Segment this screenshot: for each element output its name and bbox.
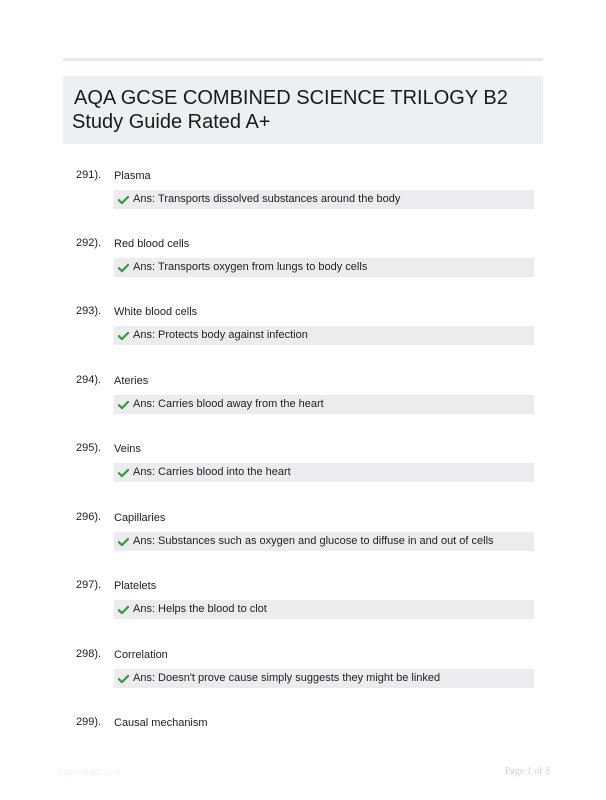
question-text: Red blood cells [114, 238, 190, 250]
question-number: 296). [76, 511, 102, 523]
question-number: 291). [76, 169, 102, 181]
answer-box [114, 669, 534, 688]
qa-item [0, 169, 606, 229]
check-icon [118, 331, 129, 341]
qa-item [0, 237, 606, 297]
document-title-line-2: Study Guide Rated A+ [72, 111, 271, 133]
answer-text: Helps the blood to clot [158, 603, 267, 615]
answer-prefix: Ans: [133, 535, 156, 547]
answer-text: Transports oxygen from lungs to body cells [158, 261, 368, 273]
qa-item [0, 442, 606, 502]
answer-box [114, 532, 534, 551]
answer-prefix: Ans: [133, 261, 156, 273]
question-number: 294). [76, 374, 102, 386]
question-number: 297). [76, 579, 102, 591]
answer-prefix: Ans: [133, 603, 156, 615]
answer-box [114, 258, 534, 277]
qa-item [0, 579, 606, 639]
answer-prefix: Ans: [133, 398, 156, 410]
qa-item [0, 374, 606, 434]
question-number: 298). [76, 648, 102, 660]
check-icon [118, 195, 129, 205]
question-text: Veins [114, 443, 141, 455]
check-icon [118, 537, 129, 547]
qa-item [0, 305, 606, 365]
answer-text: Transports dissolved substances around the body [158, 193, 401, 205]
qa-item [0, 648, 606, 708]
answer-box [114, 600, 534, 619]
answer-prefix: Ans: [133, 672, 156, 684]
question-text: White blood cells [114, 306, 198, 318]
question-text: Platelets [114, 580, 157, 592]
question-number: 293). [76, 305, 102, 317]
answer-text: Protects body against infection [158, 329, 308, 341]
question-text: Plasma [114, 170, 151, 182]
top-rule [63, 58, 543, 61]
answer-box [114, 463, 534, 482]
question-text: Capillaries [114, 512, 166, 524]
answer-prefix: Ans: [133, 466, 156, 478]
check-icon [118, 263, 129, 273]
answer-box [114, 190, 534, 209]
page-number: Page 1 of 8 [504, 766, 550, 777]
document-title-line-1: AQA GCSE COMBINED SCIENCE TRILOGY B2 [74, 87, 508, 109]
check-icon [118, 400, 129, 410]
answer-box [114, 326, 534, 345]
document-title-box [63, 76, 543, 144]
answer-text: Carries blood away from the heart [158, 398, 324, 410]
check-icon [118, 605, 129, 615]
answer-text: Substances such as oxygen and glucose to diffuse in and out of cells [158, 535, 494, 547]
qa-item [0, 511, 606, 571]
question-number: 292). [76, 237, 102, 249]
check-icon [118, 468, 129, 478]
question-text: Causal mechanism [114, 717, 208, 729]
footer-watermark: Papersbbc.com [58, 767, 121, 777]
question-number: 299). [76, 716, 102, 728]
question-text: Ateries [114, 375, 149, 387]
answer-text: Doesn't prove cause simply suggests they might be linked [158, 672, 441, 684]
check-icon [118, 674, 129, 684]
question-number: 295). [76, 442, 102, 454]
answer-text: Carries blood into the heart [158, 466, 291, 478]
question-text: Correlation [114, 649, 168, 661]
answer-box [114, 395, 534, 414]
answer-prefix: Ans: [133, 329, 156, 341]
answer-prefix: Ans: [133, 193, 156, 205]
